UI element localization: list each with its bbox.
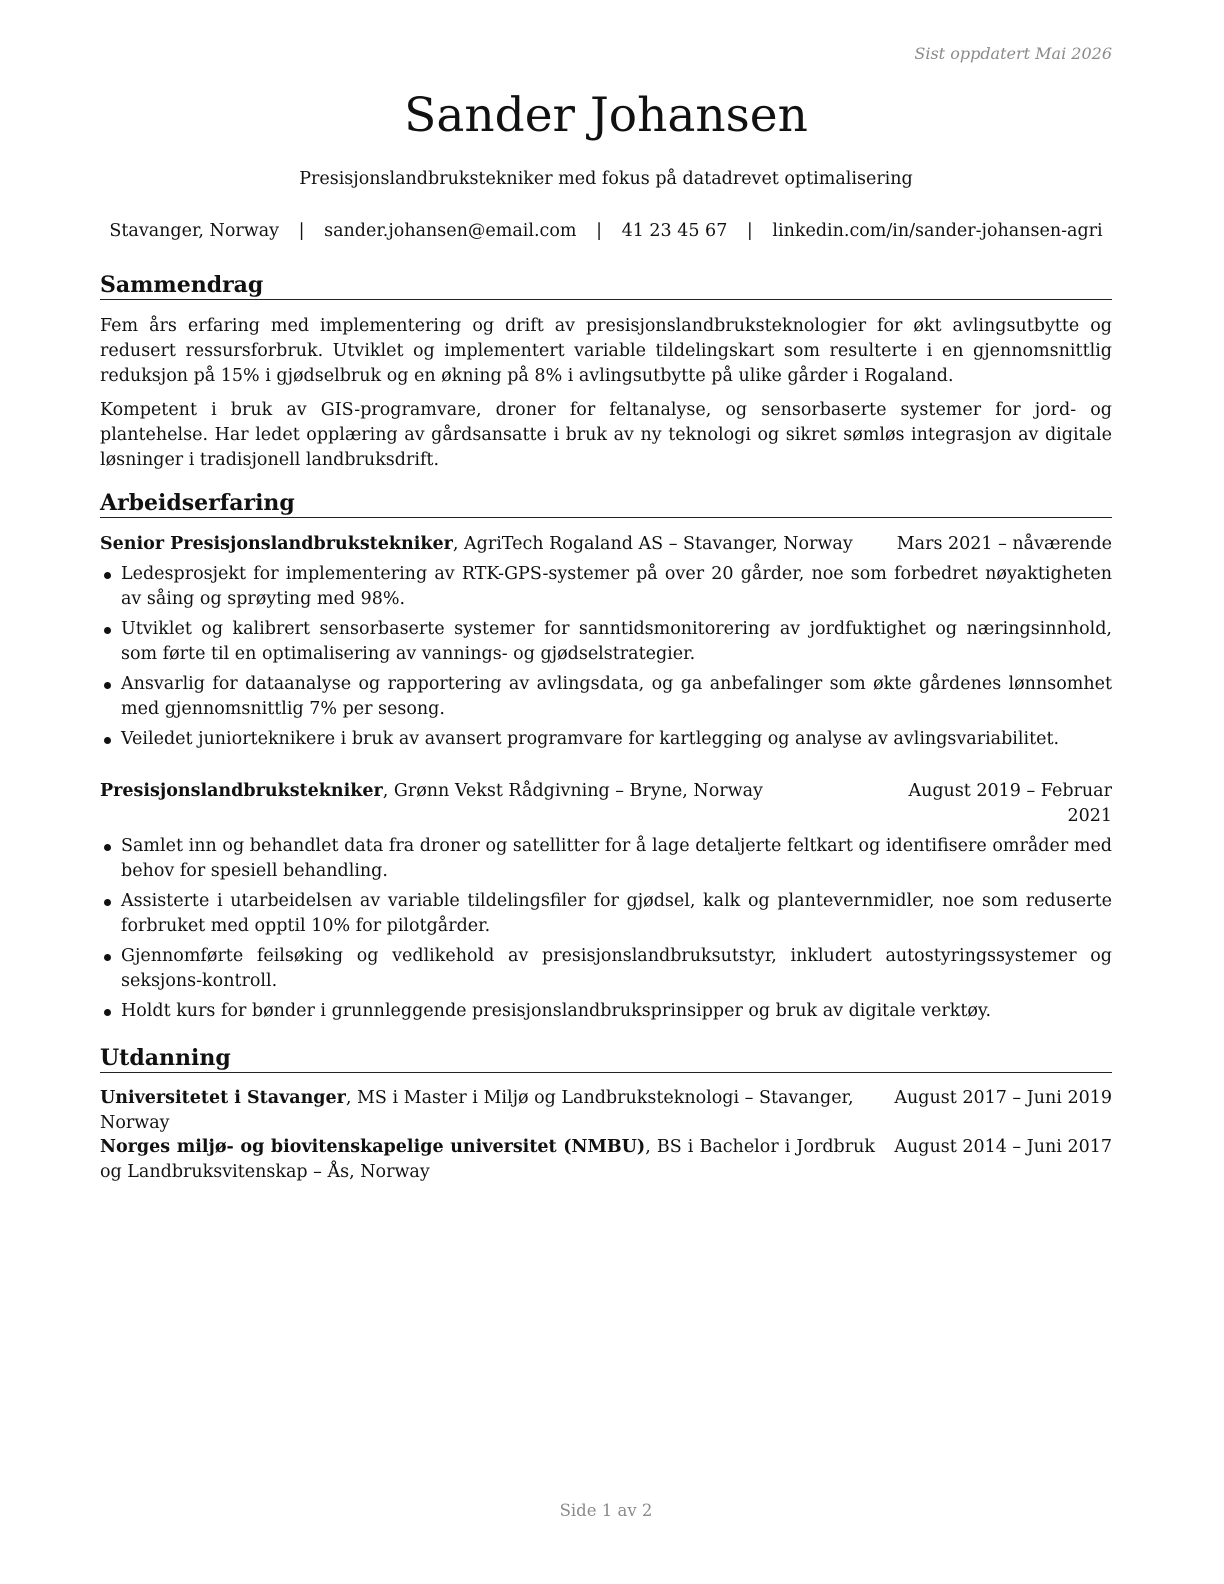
contact-separator: |	[596, 221, 602, 241]
job-employer: , Grønn Vekst Rådgivning – Bryne, Norway	[382, 781, 763, 801]
education-entry	[100, 1135, 1112, 1185]
summary-paragraph: Kompetent i bruk av GIS-programvare, droner for feltanalyse, og sensorbaserte systemer for jord- og plantehelse. Har ledet opplæring av gårdsansatte i bruk av ny teknologi og sikret sømløs integrasjon av digitale løsninger i tradisjonell landbruksdrift.	[100, 400, 1112, 470]
contact-phone: 41 23 45 67	[621, 221, 728, 241]
job-header	[100, 532, 1112, 557]
contact-location: Stavanger, Norway	[109, 221, 280, 241]
list-item	[100, 944, 1112, 994]
contact-separator: |	[746, 221, 753, 241]
section-title-experience: Arbeidserfaring	[100, 489, 1112, 518]
job-bullets	[100, 562, 1112, 757]
list-item	[100, 562, 1112, 612]
bullet-icon	[104, 682, 111, 689]
summary-paragraph: Fem års erfaring med implementering og drift av presisjonslandbruksteknologier for økt avlingsutbytte og redusert ressursforbruk. Utviklet og implementert variable tildelingskart som resulterte i en gjennomsnittlig reduksjon på 15% i gjødselbruk og en økning på 8% i avlingsutbytte på ulike gårder i Rogaland.	[100, 316, 1112, 386]
education-line	[100, 1135, 875, 1185]
job-dates-line: August 2019 – Februar	[908, 781, 1112, 801]
list-item	[100, 834, 1112, 884]
resume-page	[100, 0, 1112, 1584]
list-item	[100, 617, 1112, 667]
bullet-text: Utviklet og kalibrert sensorbaserte systemer for sanntidsmonitorering av jordfuktighet og næringsinnhold, som førte til en optimalisering av vannings- og gjødselstrategier.	[121, 619, 1112, 664]
candidate-name: Sander Johansen	[404, 88, 808, 143]
degree: , BS i Bachelor i Jordbruk og Landbruksvitenskap – Ås, Norway	[100, 1137, 875, 1182]
tagline: Presisjonslandbrukstekniker med fokus på datadrevet optimalisering	[299, 169, 913, 189]
bullet-text: Ansvarlig for dataanalyse og rapportering av avlingsdata, og ga anbefalinger som økte gårdenes lønnsomhet med gjennomsnittlig 7% per sesong.	[121, 674, 1112, 719]
list-item	[100, 999, 1112, 1024]
education-entry	[100, 1086, 1112, 1136]
job-employer: , AgriTech Rogaland AS – Stavanger, Norway	[452, 534, 853, 554]
page-number: Side 1 av 2	[559, 1501, 653, 1520]
bullet-text: Samlet inn og behandlet data fra droner og satellitter for å lage detaljerte feltkart og identifisere områder med behov for spesiell behandling.	[121, 836, 1112, 881]
job-title-line	[100, 532, 853, 557]
degree: , MS i Master i Miljø og Landbruksteknologi – Stavanger, Norway	[100, 1088, 854, 1133]
bullet-icon	[104, 1009, 111, 1016]
last-updated: Sist oppdatert Mai 2026	[914, 44, 1112, 63]
school-name: Norges miljø- og biovitenskapelige universitet (NMBU)	[100, 1137, 646, 1157]
bullet-text: Holdt kurs for bønder i grunnleggende presisjonslandbruksprinsipper og bruk av digitale verktøy.	[121, 1001, 992, 1021]
job-header	[100, 779, 1112, 826]
job-role: Senior Presisjonslandbrukstekniker	[100, 534, 453, 554]
education-dates: August 2017 – Juni 2019	[894, 1088, 1112, 1108]
bullet-icon	[104, 737, 111, 744]
bullet-icon	[104, 572, 111, 579]
job-title-line	[100, 779, 763, 804]
list-item	[100, 889, 1112, 939]
bullet-icon	[104, 954, 111, 961]
section-title-summary: Sammendrag	[100, 271, 1112, 300]
education-line	[100, 1086, 870, 1136]
contact-linkedin[interactable]: linkedin.com/in/sander-johansen-agri	[772, 221, 1103, 241]
job-dates: Mars 2021 – nåværende	[896, 534, 1112, 554]
contact-separator: |	[298, 221, 305, 241]
education-dates: August 2014 – Juni 2017	[894, 1137, 1112, 1157]
bullet-icon	[104, 844, 111, 851]
contact-email[interactable]: sander.johansen@email.com	[324, 221, 577, 241]
job-dates-line: 2021	[1067, 806, 1112, 826]
bullet-text: Assisterte i utarbeidelsen av variable tildelingsfiler for gjødsel, kalk og plantevernmidler, noe som reduserte forbruket med opptil 10% for pilotgårder.	[121, 891, 1112, 936]
job-role: Presisjonslandbrukstekniker	[100, 781, 383, 801]
bullet-icon	[104, 899, 111, 906]
list-item	[100, 672, 1112, 722]
school-name: Universitetet i Stavanger	[100, 1088, 346, 1108]
section-title-education: Utdanning	[100, 1044, 1112, 1073]
bullet-text: Veiledet juniorteknikere i bruk av avansert programvare for kartlegging og analyse av avlingsvariabilitet.	[121, 729, 1060, 749]
list-item	[100, 727, 1112, 752]
job-bullets	[100, 834, 1112, 1029]
bullet-text: Gjennomførte feilsøking og vedlikehold av presisjonslandbruksutstyr, inkludert autostyringssystemer og seksjons-kontroll.	[121, 946, 1112, 991]
job-dates	[872, 779, 1112, 829]
contact-line	[100, 219, 1112, 243]
bullet-text: Ledesprosjekt for implementering av RTK-GPS-systemer på over 20 gårder, noe som forbedret nøyaktigheten av såing og sprøyting med 98%.	[121, 564, 1112, 609]
bullet-icon	[104, 627, 111, 634]
